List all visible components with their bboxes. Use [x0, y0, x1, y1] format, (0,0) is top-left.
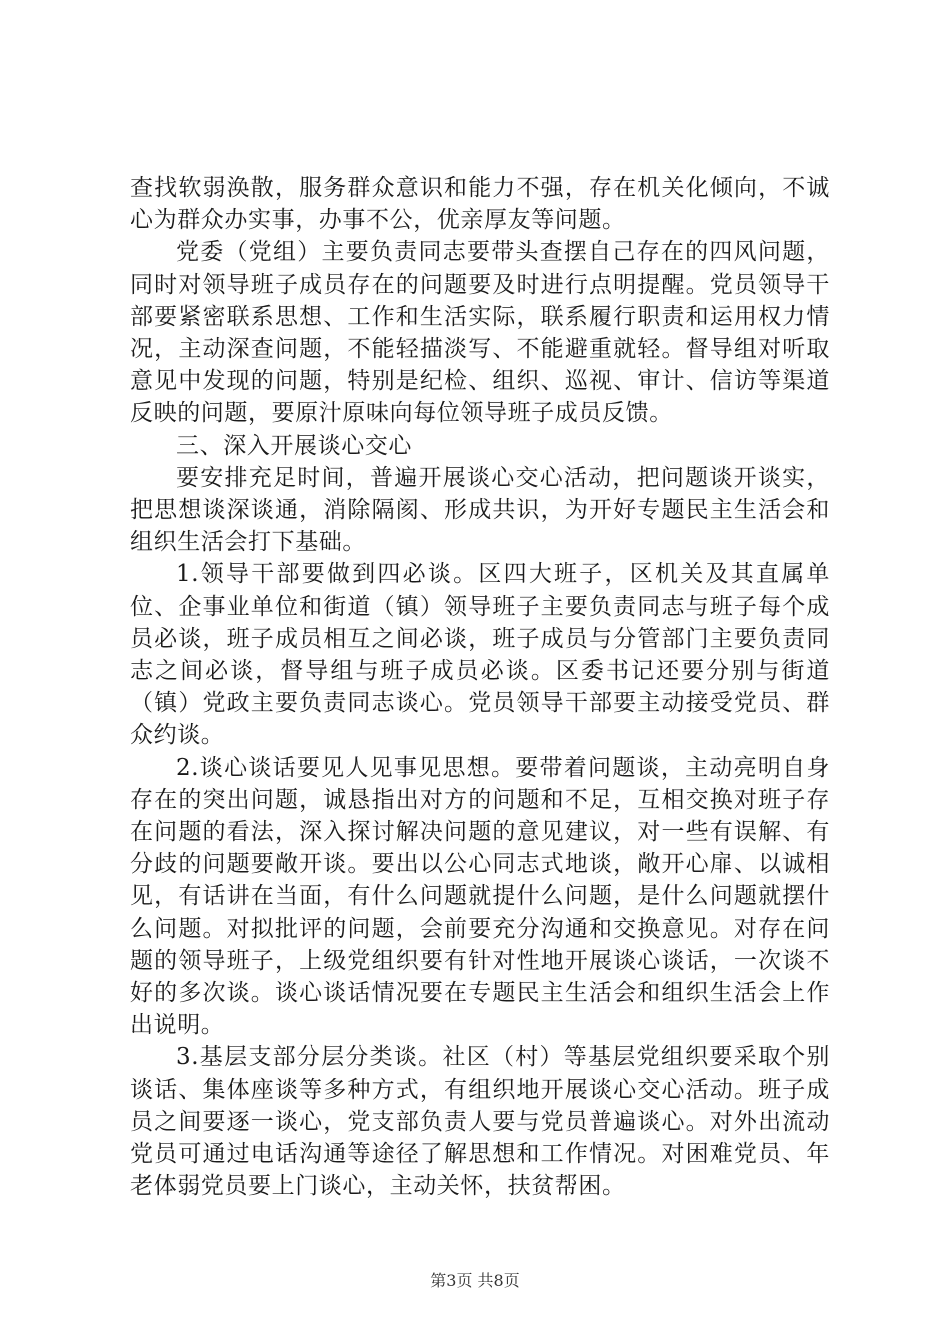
paragraph: 党委（党组）主要负责同志要带头查摆自己存在的四风问题，同时对领导班子成员存在的问题要及时进行点明提醒。党员领导干部要紧密联系思想、工作和生活实际，联系履行职责和运用权力情况，主动深查问题，不能轻描淡写、不能避重就轻。督导组对听取意见中发现的问题，特别是纪检、组织、巡视、审计、信访等渠道反映的问题，要原汁原味向每位领导班子成员反馈。 — [130, 239, 830, 427]
paragraph: 2.谈心谈话要见人见事见思想。要带着问题谈，主动亮明自身存在的突出问题，诚恳指出对方的问题和不足，互相交换对班子存在问题的看法，深入探讨解决问题的意见建议，对一些有误解、有分歧的问题要敞开谈。要出以公心同志式地谈，敞开心扉、以诚相见，有话讲在当面，有什么问题就提什么问题，是什么问题就摆什么问题。对拟批评的问题，会前要充分沟通和交换意见。对存在问题的领导班子，上级党组织要有针对性地开展谈心谈话，一次谈不好的多次谈。谈心谈话情况要在专题民主生活会和组织生活会上作出说明。 — [130, 754, 830, 1039]
paragraph: 查找软弱涣散，服务群众意识和能力不强，存在机关化倾向，不诚心为群众办实事，办事不公，优亲厚友等问题。 — [130, 175, 830, 234]
paragraph: 要安排充足时间，普遍开展谈心交心活动，把问题谈开谈实，把思想谈深谈通，消除隔阂、形成共识，为开好专题民主生活会和组织生活会打下基础。 — [130, 464, 830, 556]
paragraph: 1.领导干部要做到四必谈。区四大班子，区机关及其直属单位、企事业单位和街道（镇）领导班子主要负责同志与班子每个成员必谈，班子成员相互之间必谈，班子成员与分管部门主要负责同志之间必谈，督导组与班子成员必谈。区委书记还要分别与街道（镇）党政主要负责同志谈心。党员领导干部要主动接受党员、群众约谈。 — [130, 561, 830, 749]
document-body — [130, 172, 830, 1203]
page-number: 第3页 共8页 — [430, 1271, 520, 1290]
section-heading: 三、深入开展谈心交心 — [176, 432, 412, 459]
paragraph: 3.基层支部分层分类谈。社区（村）等基层党组织要采取个别谈话、集体座谈等多种方式，有组织地开展谈心交心活动。班子成员之间要逐一谈心，党支部负责人要与党员普遍谈心。对外出流动党员可通过电话沟通等途径了解思想和工作情况。对困难党员、年老体弱党员要上门谈心，主动关怀，扶贫帮困。 — [130, 1044, 830, 1200]
